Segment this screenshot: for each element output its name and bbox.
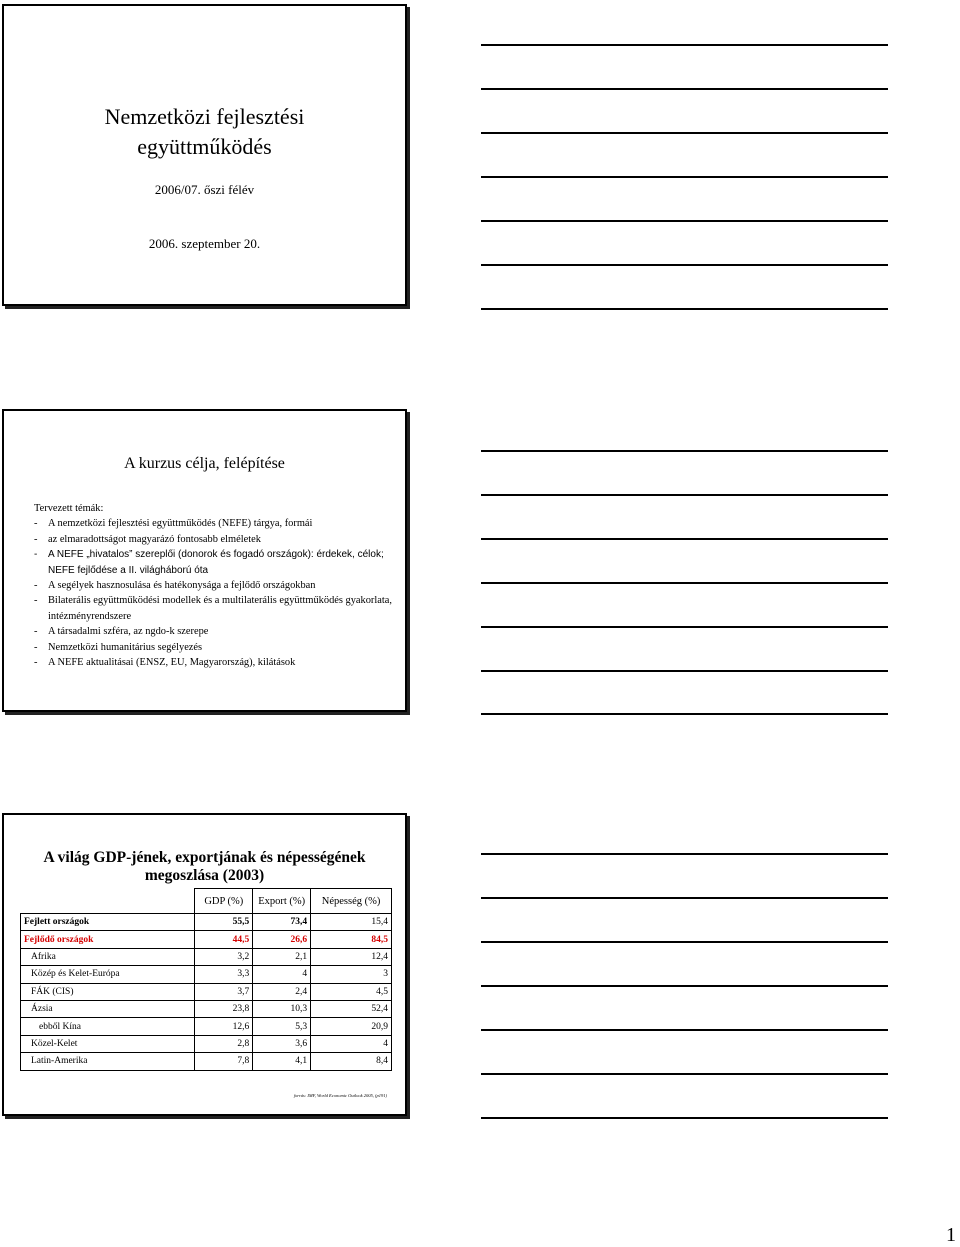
cell-gdp: 2,8 — [195, 1035, 253, 1052]
cell-population: 12,4 — [311, 948, 392, 965]
table-row — [21, 1018, 392, 1035]
note-line — [481, 176, 888, 178]
row-label: Közel-Kelet — [21, 1035, 195, 1052]
table-row — [21, 931, 392, 948]
note-line — [481, 44, 888, 46]
note-line — [481, 853, 888, 855]
cell-population: 84,5 — [311, 931, 392, 948]
note-line — [481, 1029, 888, 1031]
topic-item: - Nemzetközi humanitárius segélyezés — [34, 641, 203, 653]
topic-item: - A társadalmi szféra, az ngdo-k szerepe — [34, 626, 209, 638]
slide-3-title — [4, 849, 405, 885]
table-row — [21, 948, 392, 965]
cell-population: 4 — [311, 1035, 392, 1052]
cell-population: 20,9 — [311, 1018, 392, 1035]
row-label: Fejlődő országok — [21, 931, 195, 948]
note-line — [481, 941, 888, 943]
note-line — [481, 985, 888, 987]
cell-export: 26,6 — [253, 931, 311, 948]
cell-gdp: 3,3 — [195, 966, 253, 983]
note-line — [481, 713, 888, 715]
row-label: ebből Kína — [21, 1018, 195, 1035]
note-line — [481, 264, 888, 266]
cell-gdp: 55,5 — [195, 914, 253, 931]
slide-3-title-line-2: megoszlása (2003) — [144, 867, 265, 884]
slide-2-body — [34, 501, 393, 670]
note-line — [481, 1073, 888, 1075]
gdp-table — [20, 888, 392, 1071]
cell-export: 73,4 — [253, 914, 311, 931]
table-row — [21, 1053, 392, 1070]
cell-population: 4,5 — [311, 983, 392, 1000]
cell-population: 15,4 — [311, 914, 392, 931]
note-line — [481, 626, 888, 628]
slide-1-term: 2006/07. őszi félév — [154, 182, 255, 197]
note-line — [481, 494, 888, 496]
column-header-export: Export (%) — [253, 889, 311, 914]
cell-export: 2,4 — [253, 983, 311, 1000]
table-row — [21, 983, 392, 1000]
table-row — [21, 966, 392, 983]
topic-item: - A NEFE aktualitásai (ENSZ, EU, Magyarország), kilátások — [34, 657, 296, 669]
slide-1-title — [4, 102, 405, 162]
slide-2 — [2, 409, 407, 712]
note-line — [481, 450, 888, 452]
slide-1-title-line-2: együttműködés — [137, 134, 272, 159]
cell-export: 3,6 — [253, 1035, 311, 1052]
slide-3 — [2, 813, 407, 1116]
cell-export: 2,1 — [253, 948, 311, 965]
note-line — [481, 538, 888, 540]
note-line — [481, 88, 888, 90]
note-line — [481, 220, 888, 222]
cell-gdp: 23,8 — [195, 1000, 253, 1017]
topic-item: - A NEFE „hivatalos” szereplői (donorok és fogadó országok): érdekek, célok; NEFE fejlődése a II. világháború óta — [34, 549, 384, 576]
source-note: forrás: IMF, World Economic Outlook 2005, (p191) — [293, 1093, 387, 1098]
topic-item: - A nemzetközi fejlesztési együttműködés (NEFE) tárgya, formái — [34, 518, 313, 530]
row-label: Közép és Kelet-Európa — [21, 966, 195, 983]
cell-population: 8,4 — [311, 1053, 392, 1070]
table-row — [21, 914, 392, 931]
cell-gdp: 3,7 — [195, 983, 253, 1000]
slide-3-title-line-1: A világ GDP-jének, exportjának és népességének — [43, 849, 366, 866]
table-header-row — [21, 889, 392, 914]
note-line — [481, 1117, 888, 1119]
cell-gdp: 12,6 — [195, 1018, 253, 1035]
cell-export: 4,1 — [253, 1053, 311, 1070]
page-number: 1 — [946, 1224, 956, 1246]
row-label: FÁK (CIS) — [21, 983, 195, 1000]
cell-population: 3 — [311, 966, 392, 983]
note-line — [481, 897, 888, 899]
topic-item: - Bilaterális együttműködési modellek és a multilaterális együttműködés gyakorlata, intézményrendszere — [34, 595, 392, 622]
note-line — [481, 132, 888, 134]
column-header-population: Népesség (%) — [311, 889, 392, 914]
topics-intro: Tervezett témák: — [34, 503, 104, 514]
row-label: Fejlett országok — [21, 914, 195, 931]
note-line — [481, 582, 888, 584]
column-header-gdp: GDP (%) — [195, 889, 253, 914]
table-row — [21, 1035, 392, 1052]
row-label: Afrika — [21, 948, 195, 965]
row-label: Latin-Amerika — [21, 1053, 195, 1070]
cell-gdp: 44,5 — [195, 931, 253, 948]
cell-gdp: 7,8 — [195, 1053, 253, 1070]
cell-gdp: 3,2 — [195, 948, 253, 965]
slide-1-title-line-1: Nemzetközi fejlesztési — [104, 104, 305, 129]
cell-export: 10,3 — [253, 1000, 311, 1017]
table-header-blank — [21, 889, 195, 914]
topic-item: - az elmaradottságot magyarázó fontosabb elméletek — [34, 533, 261, 545]
cell-export: 5,3 — [253, 1018, 311, 1035]
topic-item: - A segélyek hasznosulása és hatékonysága a fejlődő országokban — [34, 580, 316, 592]
cell-population: 52,4 — [311, 1000, 392, 1017]
note-line — [481, 670, 888, 672]
table-row — [21, 1000, 392, 1017]
slide-2-title: A kurzus célja, felépítése — [124, 455, 285, 472]
cell-export: 4 — [253, 966, 311, 983]
slide-1 — [2, 4, 407, 306]
note-line — [481, 308, 888, 310]
row-label: Ázsia — [21, 1000, 195, 1017]
slide-1-date: 2006. szeptember 20. — [148, 236, 261, 251]
